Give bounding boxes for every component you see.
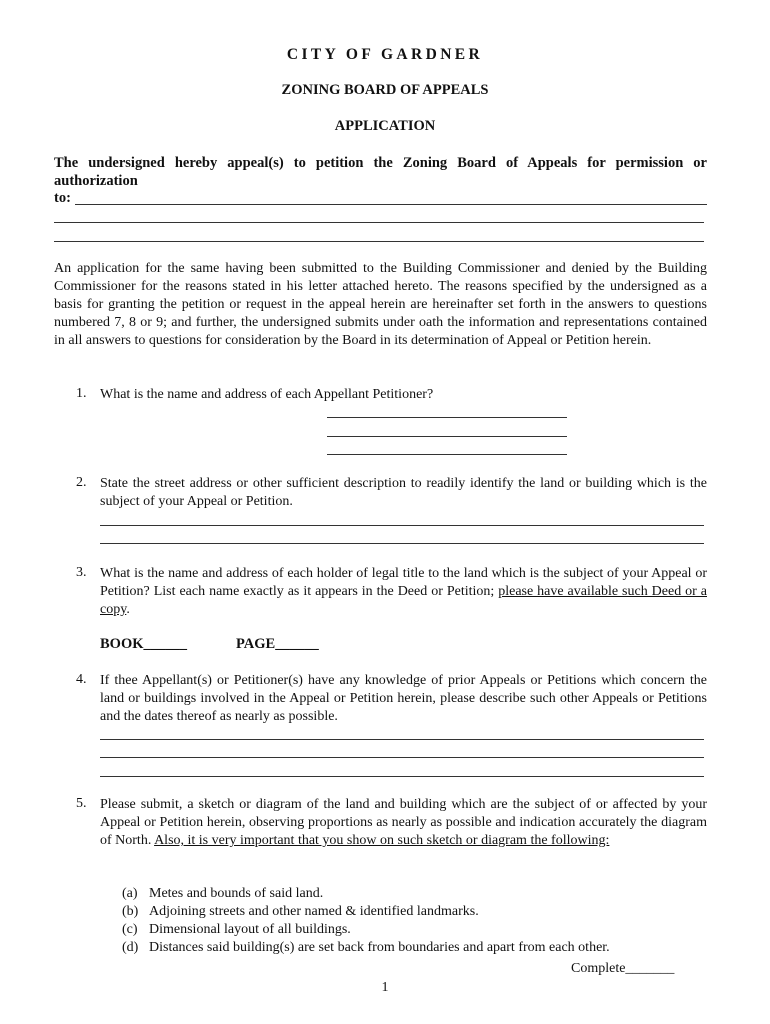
to-label: to: [54,190,71,206]
question-1-text: What is the name and address of each Appellant Petitioner? [100,387,434,402]
question-1-answer-line-2[interactable] [327,436,567,437]
question-4-text: If thee Appellant(s) or Petitioner(s) have any knowledge of prior Appeals or Petitions which concern the land or buildings involved in the Appeal or Petition herein, please describe such other Appeals or Petitions and the dates thereof as nearly as possible. [100,673,707,724]
document-type-title: APPLICATION [334,118,436,134]
question-1-answer-line-3[interactable] [327,454,567,455]
question-2-number: 2. [76,475,87,490]
subitem-d-text: Distances said building(s) are set back from boundaries and apart from each other. [149,940,610,955]
subitem-b-label: (b) [122,904,139,919]
to-answer-line-3[interactable] [54,241,704,242]
question-2-text: State the street address or other sufficient description to readily identify the land or building which is the subject of your Appeal or Petition. [100,476,707,509]
to-answer-line-2[interactable] [54,222,704,223]
page-field[interactable]: PAGE______ [236,636,319,652]
subitem-c [122,922,351,938]
question-3-text: What is the name and address of each holder of legal title to the land which is the subject of your Appeal or Petition? List each name exactly as it appears in the Deed or Petition; [100,566,707,599]
city-title: CITY OF GARDNER [286,46,484,63]
subitem-c-label: (c) [122,922,138,937]
subitem-b-text: Adjoining streets and other named & identified landmarks. [149,904,479,919]
application-paragraph: An application for the same having been submitted to the Building Commissioner and denied by the Building Commissioner for the reasons stated in his letter attached hereto. The reasons specified by the undersigned as a basis for granting the petition or request in the appeal herein are hereinafter set forth in the answers to questions numbered 7, 8 or 9; and further, the undersigned submits under oath the information and representations contained in all answers to questions for consideration by the Board in its determination of Appeal or Petition herein. [54,261,707,348]
subitem-a-text: Metes and bounds of said land. [149,886,324,901]
subitem-d [122,940,610,956]
question-5-underlined-text: Also, it is very important that you show on such sketch or diagram the following: [154,833,610,848]
subitem-c-text: Dimensional layout of all buildings. [149,922,351,937]
question-4-answer-line-3[interactable] [100,776,704,777]
question-5-text: Please submit, a sketch or diagram of the land and building which are the subject of or affected by your Appeal or Petition herein, observing proportions as nearly as possible and indication accurately the diagram of North. [100,797,707,848]
question-3-number: 3. [76,565,87,580]
question-5-number: 5. [76,796,87,811]
board-title: ZONING BOARD OF APPEALS [281,82,489,98]
question-3-period: . [126,602,130,617]
intro-statement: The undersigned hereby appeal(s) to petition the Zoning Board of Appeals for permission or authorization [54,155,707,189]
book-field[interactable]: BOOK______ [100,636,188,652]
question-4-number: 4. [76,672,87,687]
question-4-answer-line-1[interactable] [100,739,704,740]
subitem-b [122,904,479,920]
question-3-underlined-text: please have available such Deed or a copy [100,584,707,617]
subitem-a-label: (a) [122,886,138,901]
question-4-answer-line-2[interactable] [100,757,704,758]
page-number: 1 [381,980,389,995]
complete-field[interactable]: Complete_______ [571,961,675,976]
question-5-text-block [100,796,707,850]
to-answer-line-1[interactable] [75,204,707,205]
question-1-answer-line-1[interactable] [327,417,567,418]
subitem-a [122,886,323,902]
question-2-answer-line-1[interactable] [100,525,704,526]
subitem-d-label: (d) [122,940,139,955]
question-3-text-block [100,565,707,619]
question-2-answer-line-2[interactable] [100,543,704,544]
book-page-fields [100,636,319,653]
question-1-number: 1. [76,386,87,401]
